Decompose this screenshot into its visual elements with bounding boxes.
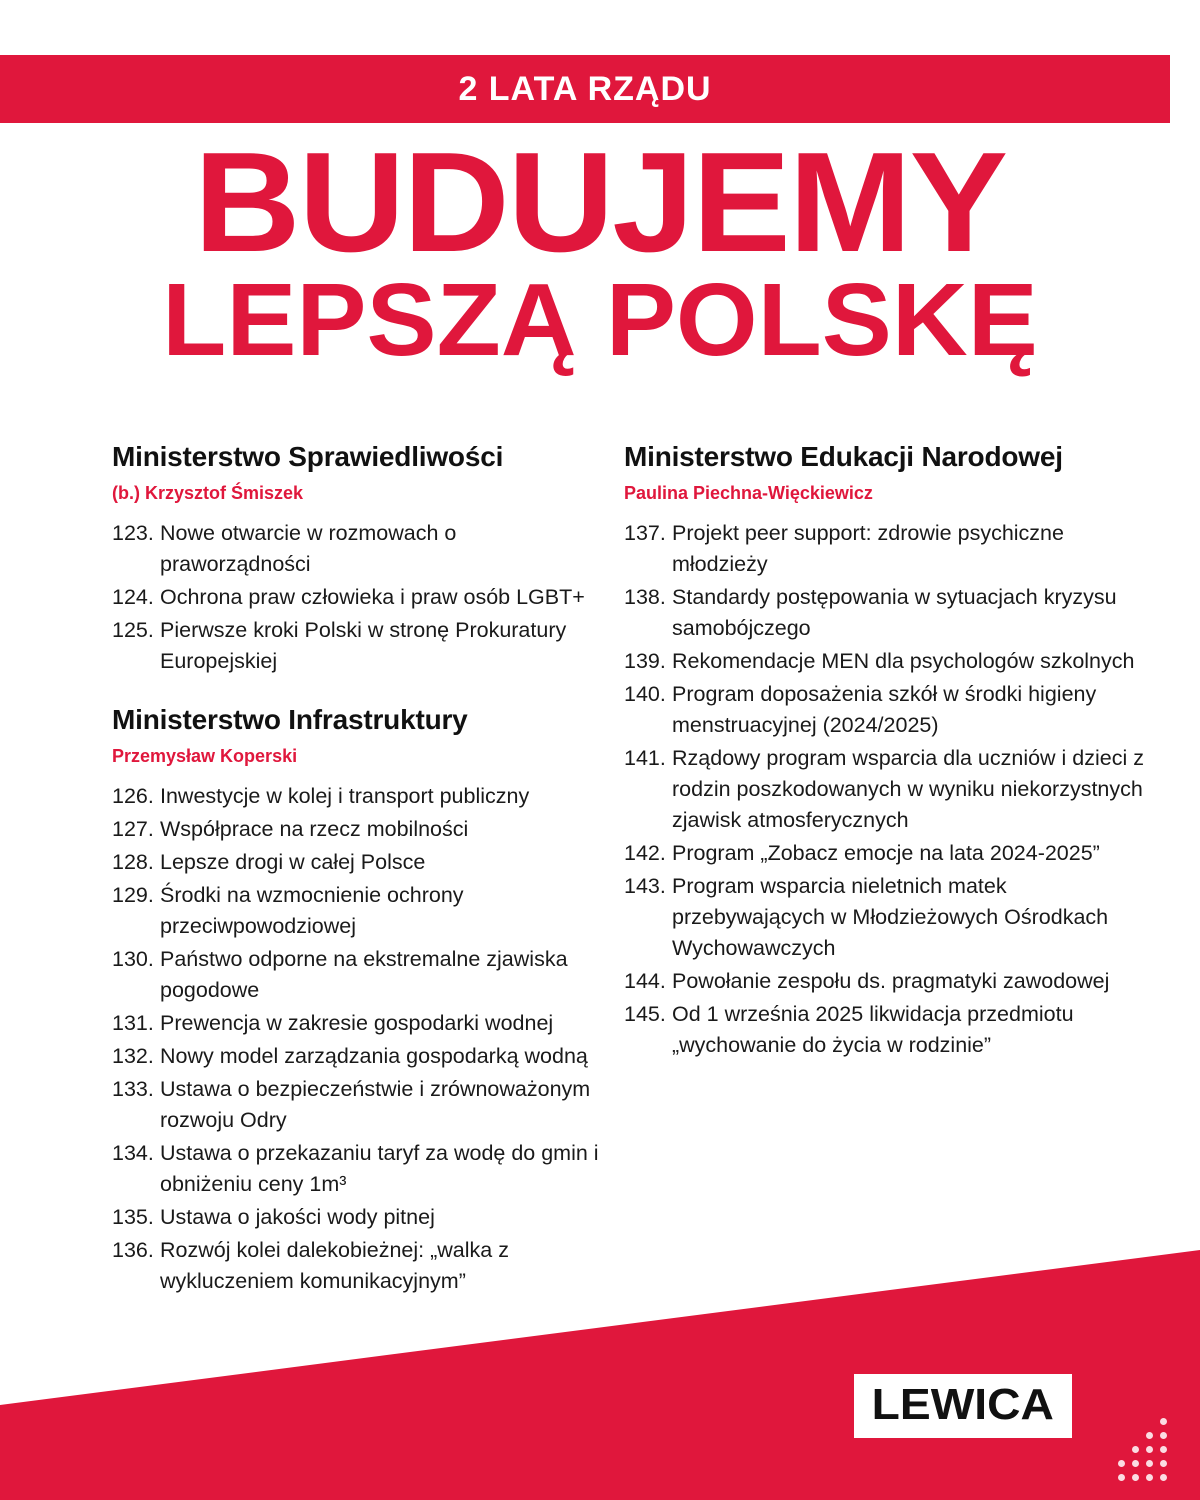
item-number: 126. (112, 784, 154, 808)
list-item (112, 1008, 604, 1039)
list-item (624, 679, 1144, 741)
item-number: 145. (624, 1002, 666, 1026)
ministry-title: Ministerstwo Edukacji Narodowej (624, 441, 1063, 472)
item-text: Program wsparcia nieletnich matek przebywających w Młodzieżowych Ośrodkach Wychowawczych (672, 874, 1109, 960)
item-number: 139. (624, 649, 666, 673)
item-number: 130. (112, 947, 154, 971)
item-text: Od 1 września 2025 likwidacja przedmiotu „wychowanie do życia w rodzinie” (672, 1002, 1074, 1057)
item-number: 133. (112, 1077, 154, 1101)
achievement-list (624, 518, 1144, 1061)
list-item (624, 838, 1144, 869)
content-columns (0, 440, 1200, 1299)
item-text: Lepsze drogi w całej Polsce (160, 850, 426, 874)
item-text: Współprace na rzecz mobilności (160, 817, 469, 841)
item-number: 138. (624, 585, 666, 609)
item-text: Rekomendacje MEN dla psychologów szkolnych (672, 649, 1135, 673)
item-number: 129. (112, 883, 154, 907)
lewica-logo (854, 1374, 1072, 1438)
item-number: 143. (624, 874, 666, 898)
list-item (624, 646, 1144, 677)
item-text: Pierwsze kroki Polski w stronę Prokuratury Europejskiej (160, 618, 567, 673)
headline (0, 123, 1200, 377)
achievement-list (112, 781, 604, 1297)
item-text: Powołanie zespołu ds. pragmatyki zawodowej (672, 969, 1110, 993)
item-number: 124. (112, 585, 154, 609)
item-text: Program „Zobacz emocje na lata 2024-2025” (672, 841, 1100, 865)
list-item (112, 518, 604, 580)
item-text: Rządowy program wsparcia dla uczniów i dzieci z rodzin poszkodowanych w wyniku niekorzystnych zjawisk atmosferycznych (672, 746, 1144, 832)
item-number: 127. (112, 817, 154, 841)
item-text: Państwo odporne na ekstremalne zjawiska pogodowe (160, 947, 568, 1002)
item-text: Ustawa o bezpieczeństwie i zrównoważonym rozwoju Odry (160, 1077, 591, 1132)
list-item (112, 1041, 604, 1072)
item-number: 137. (624, 521, 666, 545)
list-item (112, 1202, 604, 1233)
list-item (112, 814, 604, 845)
list-item (624, 999, 1144, 1061)
item-number: 134. (112, 1141, 154, 1165)
list-item (112, 582, 604, 613)
item-number: 125. (112, 618, 154, 642)
list-item (112, 880, 604, 942)
top-banner (0, 55, 1170, 123)
list-item (624, 871, 1144, 964)
item-text: Nowe otwarcie w rozmowach o praworządności (160, 521, 457, 576)
headline-line-2: LEPSZĄ POLSKĘ (162, 262, 1038, 377)
left-column (112, 440, 624, 1299)
item-number: 135. (112, 1205, 154, 1229)
minister-name: (b.) Krzysztof Śmiszek (112, 483, 304, 503)
right-column (624, 440, 1144, 1299)
achievement-list (112, 518, 604, 677)
dot-pattern-decoration (1118, 1416, 1178, 1482)
ministry-title: Ministerstwo Sprawiedliwości (112, 441, 504, 472)
list-item (112, 944, 604, 1006)
item-number: 141. (624, 746, 666, 770)
item-text: Standardy postępowania w sytuacjach kryzysu samobójczego (672, 585, 1117, 640)
item-number: 144. (624, 969, 666, 993)
section-ministerstwo-edukacji-narodowej (624, 440, 1144, 1061)
list-item (624, 518, 1144, 580)
list-item (112, 781, 604, 812)
lewica-logo-text: LEWICA (872, 1380, 1055, 1429)
banner-title: 2 LATA RZĄDU (458, 69, 712, 108)
item-number: 136. (112, 1238, 154, 1262)
list-item (624, 966, 1144, 997)
item-text: Ustawa o jakości wody pitnej (160, 1205, 435, 1229)
item-number: 128. (112, 850, 154, 874)
item-number: 140. (624, 682, 666, 706)
list-item (112, 1138, 604, 1200)
item-text: Prewencja w zakresie gospodarki wodnej (160, 1011, 554, 1035)
list-item (112, 1235, 604, 1297)
item-text: Projekt peer support: zdrowie psychiczne młodzieży (672, 521, 1064, 576)
item-number: 131. (112, 1011, 154, 1035)
item-text: Nowy model zarządzania gospodarką wodną (160, 1044, 588, 1068)
list-item (112, 615, 604, 677)
section-ministerstwo-sprawiedliwosci (112, 440, 604, 677)
list-item (624, 743, 1144, 836)
item-text: Inwestycje w kolej i transport publiczny (160, 784, 530, 808)
minister-name: Paulina Piechna-Więckiewicz (624, 483, 873, 503)
item-number: 123. (112, 521, 154, 545)
item-text: Program doposażenia szkół w środki higieny menstruacyjnej (2024/2025) (672, 682, 1097, 737)
list-item (112, 847, 604, 878)
item-number: 132. (112, 1044, 154, 1068)
headline-line-1: BUDUJEMY (193, 123, 1007, 282)
minister-name: Przemysław Koperski (112, 746, 298, 766)
item-number: 142. (624, 841, 666, 865)
item-text: Ochrona praw człowieka i praw osób LGBT+ (160, 585, 585, 609)
item-text: Środki na wzmocnienie ochrony przeciwpowodziowej (160, 883, 464, 938)
item-text: Rozwój kolei dalekobieżnej: „walka z wykluczeniem komunikacyjnym” (160, 1238, 509, 1293)
ministry-title: Ministerstwo Infrastruktury (112, 704, 468, 735)
section-ministerstwo-infrastruktury (112, 703, 604, 1297)
list-item (624, 582, 1144, 644)
item-text: Ustawa o przekazaniu taryf za wodę do gmin i obniżeniu ceny 1m³ (160, 1141, 599, 1196)
list-item (112, 1074, 604, 1136)
